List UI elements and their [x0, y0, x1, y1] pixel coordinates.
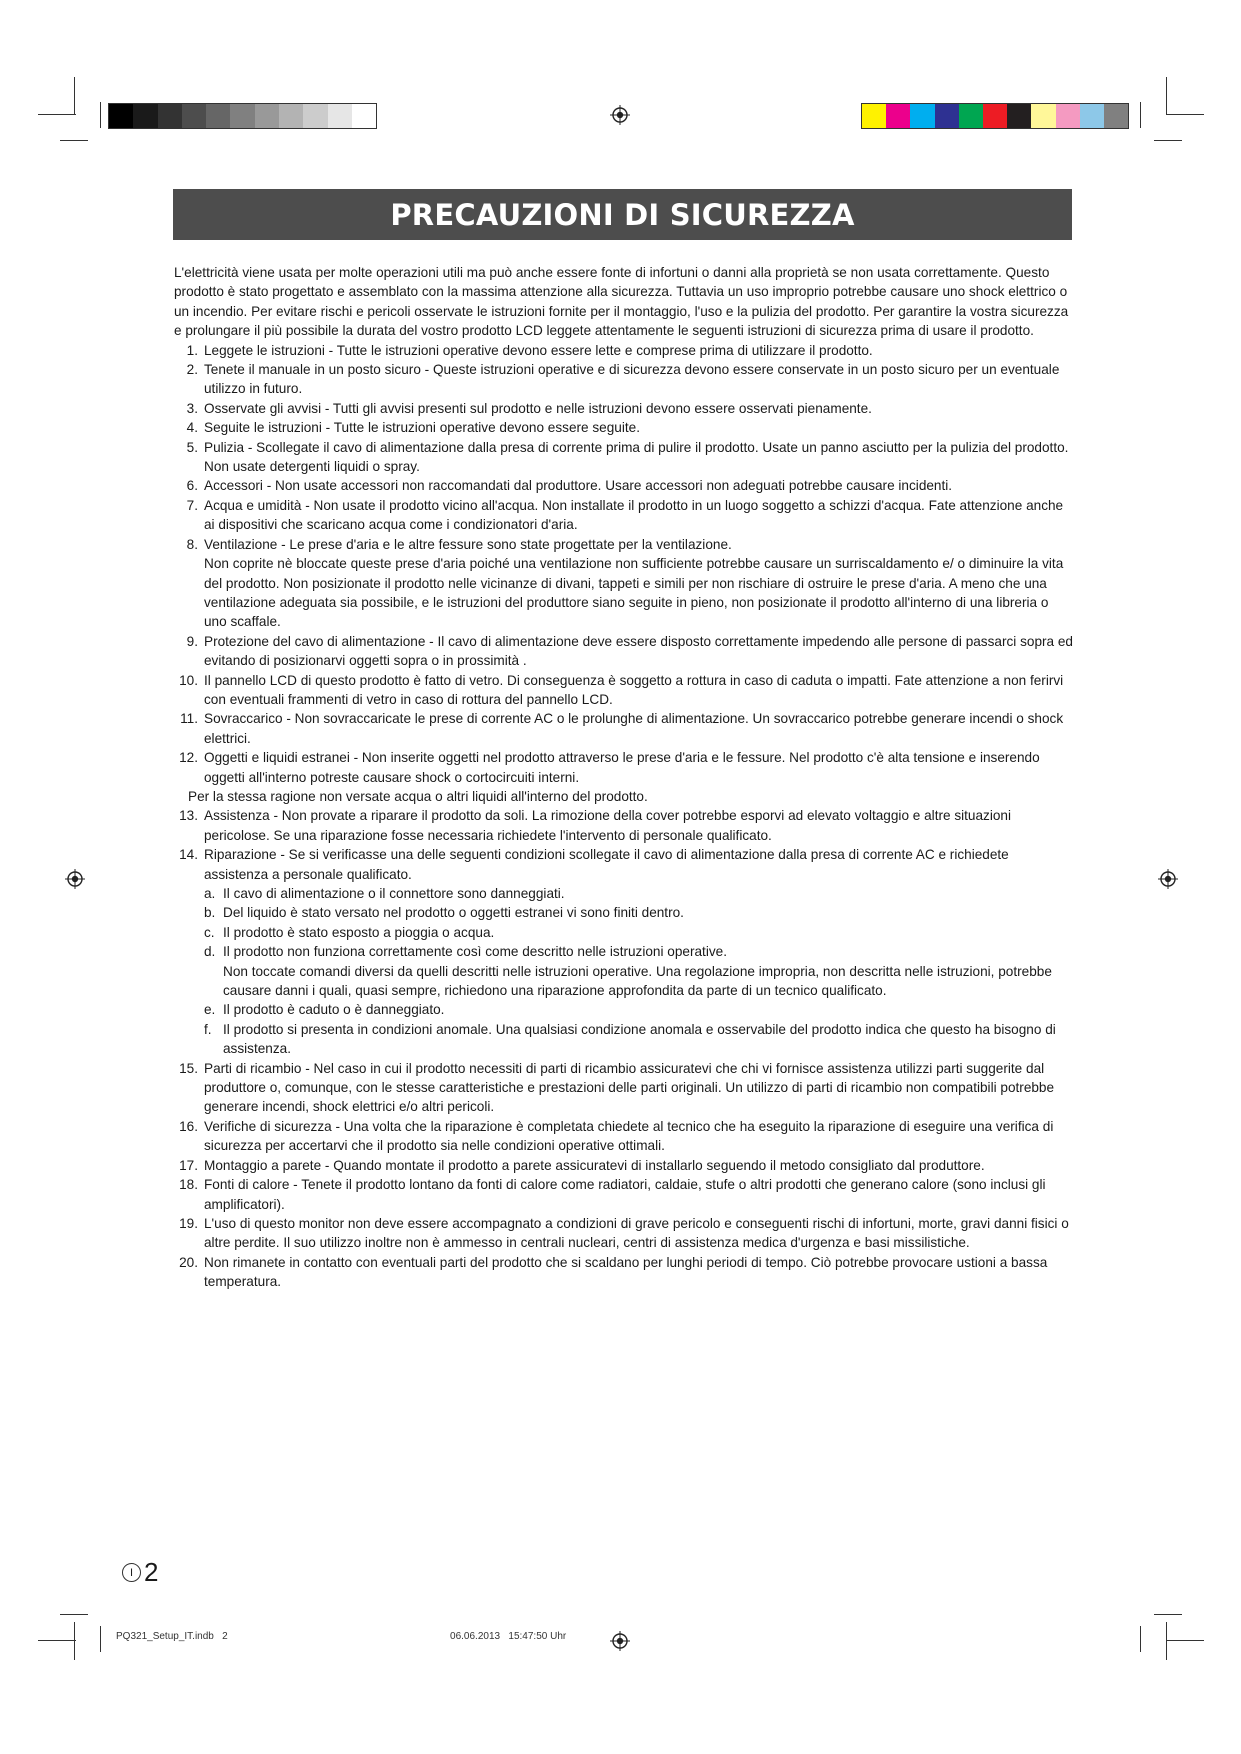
- page-title: PRECAUZIONI DI SICUREZZA: [390, 197, 855, 232]
- sub-item-letter: c.: [204, 924, 215, 940]
- gray-swatch: [182, 104, 206, 128]
- registration-mark-icon: [1158, 869, 1178, 889]
- sub-item-text: Il prodotto è stato esposto a pioggia o acqua.: [223, 924, 495, 940]
- item-number: 2.: [186, 362, 198, 378]
- sub-item: [174, 942, 1074, 961]
- list-item: [174, 806, 1074, 845]
- sub-item-text: Il prodotto non funziona correttamente così come descritto nelle istruzioni operative.: [223, 944, 727, 960]
- crop-mark: [1166, 114, 1204, 115]
- sub-item: [174, 903, 1074, 922]
- crop-mark: [100, 102, 101, 128]
- item-number: 11.: [180, 711, 198, 727]
- color-swatch: [1007, 104, 1031, 128]
- grayscale-color-bar: [108, 103, 377, 129]
- item-text: Acqua e umidità - Non usate il prodotto vicino all'acqua. Non installate il prodotto in un luogo soggetto a schizzi d'acqua. Fate attenzione anche ai dispositivi che scaricano acqua come i condizionatori d'aria.: [204, 497, 1064, 533]
- list-item: [174, 360, 1074, 399]
- list-item: [174, 1214, 1074, 1253]
- item-note: Per la stessa ragione non versate acqua o altri liquidi all'interno del prodotto.: [188, 788, 648, 804]
- sub-item-text: Il prodotto si presenta in condizioni anomale. Una qualsiasi condizione anomala e osservabile del prodotto indica che questo ha bisogno di assistenza.: [223, 1021, 1056, 1057]
- item-number: 10.: [179, 672, 198, 688]
- list-item: [174, 496, 1074, 535]
- gray-swatch: [303, 104, 327, 128]
- gray-swatch: [158, 104, 182, 128]
- item-text: Assistenza - Non provate a riparare il prodotto da soli. La rimozione della cover potrebbe esporvi ad elevato voltaggio e altre situazioni pericolose. Se una riparazione fosse necessaria richiedete l'intervento di personale qualificato.: [204, 808, 1012, 843]
- crop-mark: [1154, 140, 1182, 141]
- color-swatch: [1056, 104, 1080, 128]
- sub-item-letter: e.: [204, 1002, 216, 1018]
- item-text: Non rimanete in contatto con eventuali parti del prodotto che si scaldano per lunghi periodi di tempo. Ciò potrebbe provocare ustioni a bassa temperatura.: [204, 1254, 1048, 1290]
- color-swatch: [886, 104, 910, 128]
- language-badge: I: [122, 1563, 141, 1582]
- crop-mark: [38, 1640, 76, 1641]
- item-number: 17.: [179, 1157, 198, 1173]
- item-number: 15.: [179, 1060, 198, 1076]
- gray-swatch: [255, 104, 279, 128]
- item-number: 12.: [179, 750, 198, 766]
- crop-mark: [1166, 1622, 1167, 1660]
- list-item: [174, 1175, 1074, 1214]
- gray-swatch: [109, 104, 133, 128]
- list-item: [174, 1059, 1074, 1117]
- crop-mark: [38, 114, 76, 115]
- item-number: 6.: [186, 478, 198, 494]
- sub-item-detail: Non toccate comandi diversi da quelli descritti nelle istruzioni operative. Una regolazione impropria, non descritta nelle istruzioni, potrebbe causare danni i quali, quasi sempre, richiedono una riparazione approfondita da parte di un tecnico qualificato.: [223, 963, 1052, 999]
- gray-swatch: [279, 104, 303, 128]
- list-item: [174, 1253, 1074, 1292]
- color-swatch: [1080, 104, 1104, 128]
- sub-item: [174, 923, 1074, 942]
- list-item: [174, 438, 1074, 477]
- item-text: Ventilazione - Le prese d'aria e le altre fessure sono state progettate per la ventilazione.: [204, 536, 732, 552]
- item-number: 16.: [179, 1118, 198, 1134]
- item-number: 4.: [186, 420, 198, 436]
- crop-mark: [1166, 77, 1167, 115]
- sub-item-text: Il cavo di alimentazione o il connettore sono danneggiati.: [223, 886, 565, 901]
- item-number: 13.: [179, 808, 198, 824]
- sub-item: [174, 1020, 1074, 1059]
- crop-mark: [60, 140, 88, 141]
- list-item: [174, 845, 1074, 884]
- item-text: Riparazione - Se si verificasse una delle seguenti condizioni scollegate il cavo di alimentazione dalla presa di corrente AC e richiedete assistenza a personale qualificato.: [204, 847, 1009, 882]
- sub-item-text: Il prodotto è caduto o è danneggiato.: [223, 1002, 445, 1018]
- list-item: [174, 632, 1074, 671]
- item-number: 19.: [179, 1215, 198, 1231]
- sub-item: [174, 1000, 1074, 1019]
- list-item: [174, 1156, 1074, 1175]
- sub-item-letter: d.: [204, 944, 216, 960]
- sub-item-letter: a.: [204, 886, 216, 901]
- sub-item-letter: b.: [204, 905, 216, 921]
- item-text: Sovraccarico - Non sovraccaricate le prese di corrente AC o le prolunghe di alimentazione. Un sovraccarico potrebbe generare incendi o shock elettrici.: [204, 711, 1064, 746]
- item-number: 18.: [179, 1177, 198, 1193]
- item-number: 1.: [186, 342, 198, 358]
- gray-swatch: [352, 104, 376, 128]
- color-swatch: [959, 104, 983, 128]
- item-number: 14.: [179, 847, 198, 863]
- sub-item: [174, 884, 1074, 903]
- crop-mark: [74, 77, 75, 115]
- crop-mark: [74, 1622, 75, 1660]
- item-number: 20.: [179, 1254, 198, 1270]
- intro-paragraph: L'elettricità viene usata per molte operazioni utili ma può anche essere fonte di infortuni o danni alla proprietà se non usata correttamente. Questo prodotto è stato progettato e assemblato con la massima attenzione alla sicurezza. Tuttavia un uso improprio potrebbe causare uno shock elettrico o un incendio. Per evitare rischi e pericoli osservate le istruzioni fornite per il montaggio, l'uso e la pulizia del prodotto. Per garantire la vostra sicurezza e prolungare il più possibile la durata del vostro prodotto LCD leggete attentamente le seguenti istruzioni di sicurezza prima di usare il prodotto.: [174, 265, 1069, 339]
- color-swatch: [862, 104, 886, 128]
- color-swatch: [1104, 104, 1128, 128]
- crop-mark: [1166, 1640, 1204, 1641]
- crop-mark: [1140, 102, 1141, 128]
- item-number: 3.: [186, 400, 198, 416]
- item-text: Verifiche di sicurezza - Una volta che la riparazione è completata chiedete al tecnico che ha eseguito la riparazione di eseguire una verifica di sicurezza per accertarvi che il prodotto sia nelle condizioni operative ottimali.: [204, 1118, 1054, 1154]
- list-item: [174, 535, 1074, 554]
- color-swatch: [910, 104, 934, 128]
- crop-mark: [60, 1614, 88, 1615]
- gray-swatch: [328, 104, 352, 128]
- color-swatch: [983, 104, 1007, 128]
- item-text: Seguite le istruzioni - Tutte le istruzioni operative devono essere seguite.: [204, 420, 640, 436]
- list-item: [174, 399, 1074, 418]
- sub-item-text: Del liquido è stato versato nel prodotto o oggetti estranei vi sono finiti dentro.: [223, 905, 684, 921]
- item-text: Osservate gli avvisi - Tutti gli avvisi presenti sul prodotto e nelle istruzioni devono essere osservati pienamente.: [204, 400, 872, 416]
- item-text: Montaggio a parete - Quando montate il prodotto a parete assicuratevi di installarlo seguendo il metodo consigliato dal produttore.: [204, 1157, 985, 1173]
- registration-mark-icon: [610, 105, 630, 125]
- crop-mark: [100, 1626, 101, 1652]
- page-number-value: 2: [144, 1557, 159, 1587]
- item-number: 7.: [186, 497, 198, 513]
- list-item: [174, 341, 1074, 360]
- item-text: Tenete il manuale in un posto sicuro - Queste istruzioni operative e di sicurezza devono essere conservate in un posto sicuro per un eventuale utilizzo in futuro.: [204, 362, 1060, 397]
- sub-item-letter: f.: [204, 1021, 212, 1037]
- gray-swatch: [206, 104, 230, 128]
- registration-mark-icon: [610, 1631, 630, 1651]
- page-number: [122, 1557, 158, 1588]
- item-text: Pulizia - Scollegate il cavo di alimentazione dalla presa di corrente prima di pulire il prodotto. Usate un panno asciutto per la pulizia del prodotto. Non usate detergenti liquidi o spray.: [204, 439, 1069, 475]
- item-text: Protezione del cavo di alimentazione - Il cavo di alimentazione deve essere disposto correttamente impedendo alle persone di passarci sopra ed evitando di posizionarvi oggetti sopra o in prossimità .: [204, 633, 1073, 669]
- gray-swatch: [230, 104, 254, 128]
- list-item: [174, 709, 1074, 748]
- item-text: Accessori - Non usate accessori non raccomandati dal produttore. Usare accessori non adeguati potrebbe causare incidenti.: [204, 478, 953, 494]
- gray-swatch: [133, 104, 157, 128]
- item-text: L'uso di questo monitor non deve essere accompagnato a condizioni di grave pericolo e conseguenti rischi di infortuni, morte, gravi danni fisici o altre perdite. Il suo utilizzo inoltre non è ammesso in centrali nucleari, centri di assistenza medica d'urgenza e basi missilistiche.: [204, 1215, 1069, 1251]
- item-number: 5.: [186, 439, 198, 455]
- item-text: Il pannello LCD di questo prodotto è fatto di vetro. Di conseguenza è soggetto a rottura in caso di caduta o impatti. Fate attenzione a non ferirvi con eventuali frammenti di vetro in caso di rottura del pannello LCD.: [204, 672, 1064, 707]
- item-text: Parti di ricambio - Nel caso in cui il prodotto necessiti di parti di ricambio assicuratevi che chi vi fornisce assistenza utilizzi parti suggerite dal produttore o, comunque, con le stesse caratteristiche e prestazioni delle parti originali. Un utilizzo di parti di ricambio non compatibili potrebbe generare incendi, shock elettrici e/o altri pericoli.: [204, 1060, 1055, 1115]
- list-item: [174, 671, 1074, 710]
- list-item: [174, 476, 1074, 495]
- item-detail: Non coprite nè bloccate queste prese d'aria poiché una ventilazione non sufficiente potrebbe causare un surriscaldamento e/ o diminuire la vita del prodotto. Non posizionate il prodotto nelle vicinanze di divani, tappeti e simili per non rischiare di ostruire le prese d'aria. A meno che una ventilazione adeguata sia possibile, e le istruzioni del produttore siano seguite in pieno, non posizionate il prodotto all'interno di una libreria o uno scaffale.: [204, 556, 1064, 630]
- list-item: [174, 1117, 1074, 1156]
- item-text: Fonti di calore - Tenete il prodotto lontano da fonti di calore come radiatori, caldaie, stufe o altri prodotti che generano calore (sono inclusi gli amplificatori).: [204, 1177, 1046, 1212]
- list-item: [174, 748, 1074, 787]
- process-color-bar: [861, 103, 1129, 129]
- color-swatch: [1031, 104, 1055, 128]
- crop-mark: [1154, 1614, 1182, 1615]
- item-text: Leggete le istruzioni - Tutte le istruzioni operative devono essere lette e comprese prima di utilizzare il prodotto.: [204, 342, 873, 358]
- registration-mark-icon: [65, 869, 85, 889]
- crop-mark: [1140, 1626, 1141, 1652]
- color-swatch: [935, 104, 959, 128]
- item-number: 9.: [186, 633, 198, 649]
- safety-precautions-body: [174, 263, 1074, 1292]
- print-slug: PQ321_Setup_IT.indb 2 06.06.2013 15:47:50 Uhr: [116, 1631, 567, 1642]
- item-text: Oggetti e liquidi estranei - Non inserite oggetti nel prodotto attraverso le prese d'aria e le fessure. Nel prodotto c'è alta tensione e inserendo oggetti all'interno potreste causare shock o cortocircuiti interni.: [204, 750, 1040, 785]
- item-number: 8.: [186, 536, 198, 552]
- title-banner: [173, 189, 1072, 240]
- list-item: [174, 418, 1074, 437]
